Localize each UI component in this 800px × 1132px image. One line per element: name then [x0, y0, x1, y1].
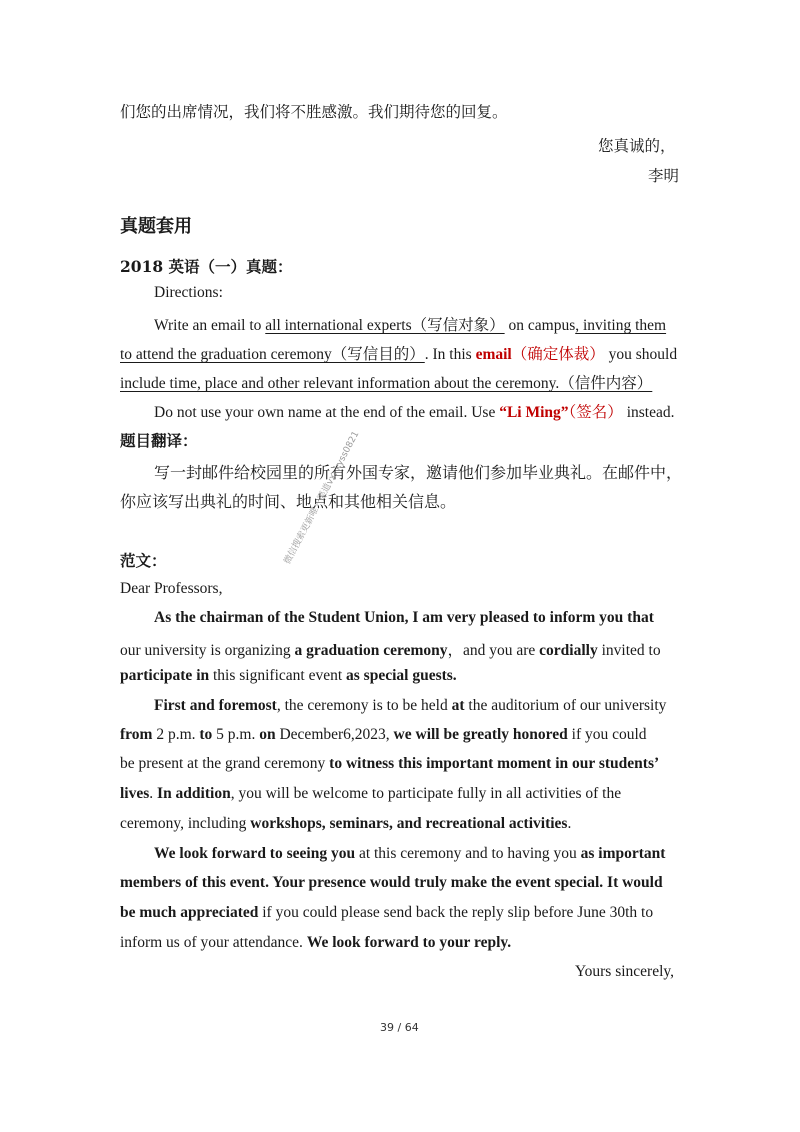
text: 5 p.m. — [212, 726, 260, 743]
bold-text: We look forward to seeing you — [154, 845, 356, 862]
essay-p3-line-1 — [154, 845, 665, 863]
red-note: （确定体裁） — [511, 346, 605, 363]
text: invited to — [597, 642, 661, 659]
directions-label: Directions: — [154, 284, 223, 301]
text: be present at the grand ceremony — [120, 755, 330, 772]
bold-text: be much appreciated — [120, 904, 259, 921]
translation-line-1: 写一封邮件给校园里的所有外国专家，邀请他们参加毕业典礼。在邮件中， — [154, 463, 683, 482]
section-title: 真题套用 — [120, 216, 192, 237]
red-keyword: email — [475, 346, 512, 363]
bold-text: to — [199, 726, 213, 743]
text: if you could please send back the reply slip before June 30th to — [258, 904, 654, 921]
red-keyword: “Li Ming” — [499, 404, 569, 421]
essay-p1-line-1: As the chairman of the Student Union, I am very pleased to inform you that — [154, 609, 654, 626]
bold-text: at — [451, 697, 465, 714]
text: you should — [604, 346, 678, 363]
essay-p2-line-3 — [120, 755, 659, 773]
essay-p2-line-4 — [120, 785, 621, 803]
bold-text: a graduation ceremony — [294, 642, 448, 659]
directions-line-1 — [154, 313, 666, 335]
bold-text: witness this important moment in our students’ — [345, 755, 660, 772]
bold-text: we will be greatly honored — [393, 726, 568, 743]
bold-text: First and foremost — [154, 697, 277, 714]
text: on campus — [504, 317, 576, 334]
translation-title: 题目翻译： — [120, 431, 198, 450]
watermark: 微信搜索更新唯一渠道vx: kyss0821 — [282, 429, 362, 567]
translation-line-2: 你应该写出典礼的时间、地点和其他相关信息。 — [120, 492, 457, 511]
text: Write an email to — [154, 317, 266, 334]
bold-text: participate in — [120, 667, 210, 684]
page-number: 39 / 64 — [380, 1021, 419, 1034]
directions-line-4 — [154, 400, 674, 422]
directions-line-3 — [120, 371, 652, 393]
text: the auditorium of our university — [464, 697, 667, 714]
text: Do not use your own name at the end of the email. Use — [154, 404, 500, 421]
top-paragraph-line: 们您的出席情况，我们将不胜感激。我们期待您的回复。 — [120, 103, 508, 121]
bold-text: to — [329, 755, 343, 772]
text: . — [149, 785, 158, 802]
essay-p3-line-3 — [120, 904, 653, 922]
essay-p1-line-3 — [120, 667, 457, 685]
essay-p3-line-2: members of this event. Your presence would truly make the event special. It would — [120, 874, 663, 891]
bold-text: We look forward to your reply. — [306, 934, 512, 951]
essay-p2-line-5 — [120, 815, 571, 833]
text: inform us of your attendance. — [120, 934, 307, 951]
text: ，and you are — [447, 642, 540, 659]
text: instead. — [622, 404, 675, 421]
letter-closing: 您真诚的， — [598, 137, 676, 155]
text: . In this — [424, 346, 476, 363]
bold-text: as important — [580, 845, 666, 862]
text: . — [567, 815, 572, 832]
essay-p2-line-2 — [120, 726, 647, 744]
bold-text: as special guests. — [346, 667, 457, 684]
text: 2 p.m. — [152, 726, 200, 743]
essay-closing: Yours sincerely, — [575, 963, 675, 980]
underlined-text: include time, place and other relevant information about the ceremony.（信件内容） — [120, 375, 653, 392]
text: our university is organizing — [120, 642, 295, 659]
essay-greeting: Dear Professors, — [120, 580, 223, 597]
bold-text: from — [120, 726, 153, 743]
essay-p1-line-2 — [120, 638, 661, 660]
text: December6,2023, — [275, 726, 394, 743]
essay-p3-line-4 — [120, 934, 511, 952]
bold-text: lives — [120, 785, 150, 802]
bold-text: cordially — [539, 642, 598, 659]
text: , you will be welcome to participate fully in all activities of the — [230, 785, 622, 802]
directions-line-2 — [120, 342, 677, 364]
text: this significant event — [209, 667, 347, 684]
bold-text: workshops, seminars, and recreational activities — [250, 815, 568, 832]
bold-text: In addition — [157, 785, 231, 802]
text: ceremony, including — [120, 815, 251, 832]
text: if you could — [567, 726, 647, 743]
underlined-text: to attend the graduation ceremony（写信目的） — [120, 346, 425, 363]
text: , the ceremony is to be held — [276, 697, 452, 714]
exam-title: 2018 英语（一）真题： — [120, 257, 293, 276]
red-note: （签名） — [568, 404, 623, 421]
bold-text: on — [259, 726, 276, 743]
underlined-text: all international experts（写信对象） — [265, 317, 505, 334]
text: at this ceremony and to having you — [355, 845, 581, 862]
letter-signature: 李明 — [648, 167, 680, 185]
essay-p2-line-1 — [154, 697, 666, 715]
underlined-text: , inviting them — [575, 317, 667, 334]
essay-title: 范文： — [120, 551, 167, 570]
